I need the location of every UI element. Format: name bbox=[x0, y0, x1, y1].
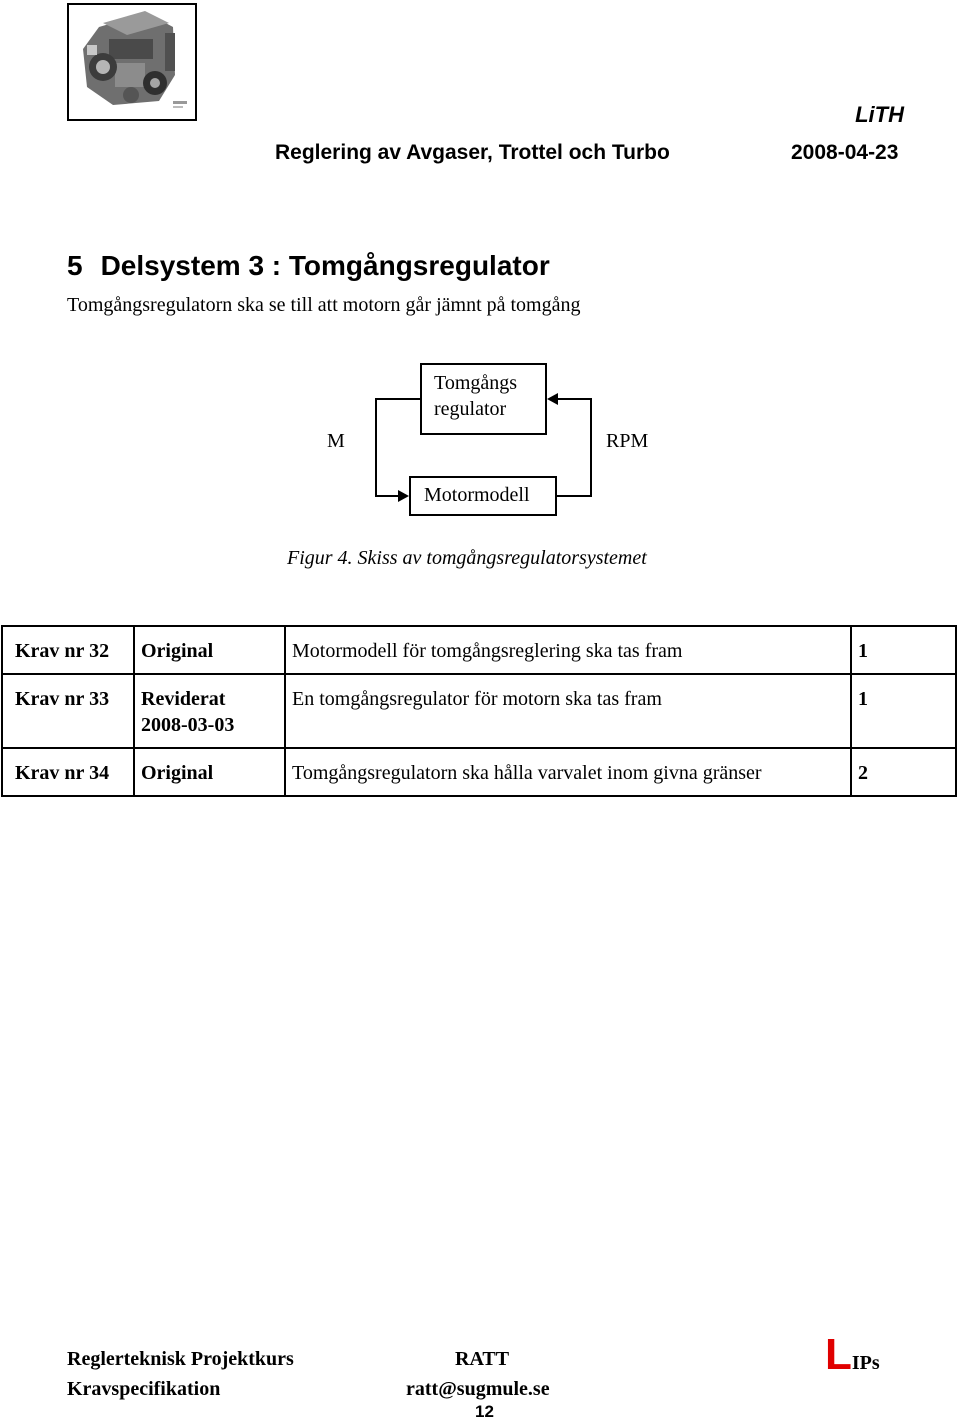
requirements-table bbox=[1, 625, 957, 797]
page-number: 12 bbox=[475, 1402, 494, 1421]
section-title: Delsystem 3 : Tomgångsregulator bbox=[100, 250, 550, 281]
requirement-status bbox=[134, 748, 285, 796]
requirement-text: Tomgångsregulatorn ska hålla varvalet inom givna gränser bbox=[285, 748, 851, 796]
regulator-label-line1: Tomgångs bbox=[434, 372, 518, 394]
arrow-head-to-model bbox=[398, 490, 409, 502]
motor-model-label: Motormodell bbox=[424, 484, 530, 506]
lips-logo bbox=[825, 1330, 880, 1380]
footer-group: RATT bbox=[455, 1348, 510, 1370]
output-label-rpm: RPM bbox=[606, 430, 649, 452]
regulator-block-label bbox=[434, 370, 544, 422]
lips-logo-text: IPs bbox=[851, 1352, 880, 1374]
arrow-head-to-regulator bbox=[547, 393, 558, 405]
table-row bbox=[2, 674, 956, 748]
header-date: 2008-04-23 bbox=[791, 141, 899, 164]
requirement-text: En tomgångsregulator för motorn ska tas fram bbox=[285, 674, 851, 748]
arrow-line-to-regulator bbox=[557, 399, 591, 496]
input-label-m: M bbox=[327, 430, 345, 452]
requirement-id: Krav nr 32 bbox=[2, 626, 134, 674]
lips-logo-letter: L bbox=[825, 1330, 852, 1379]
requirement-priority: 1 bbox=[851, 626, 956, 674]
table-row bbox=[2, 626, 956, 674]
section-intro: Tomgångsregulatorn ska se till att motorn går jämnt på tomgång bbox=[67, 294, 581, 316]
regulator-label-line2: regulator bbox=[434, 398, 507, 420]
requirement-priority: 1 bbox=[851, 674, 956, 748]
table-row bbox=[2, 748, 956, 796]
status-label: Original bbox=[141, 640, 214, 662]
requirement-id: Krav nr 34 bbox=[2, 748, 134, 796]
status-label: Reviderat bbox=[141, 688, 226, 710]
status-date: 2008-03-03 bbox=[141, 714, 235, 736]
requirement-priority: 2 bbox=[851, 748, 956, 796]
requirement-status bbox=[134, 626, 285, 674]
footer-email: ratt@sugmule.se bbox=[406, 1378, 550, 1400]
requirement-id: Krav nr 33 bbox=[2, 674, 134, 748]
institution-name: LiTH bbox=[855, 102, 904, 127]
requirement-text: Motormodell för tomgångsreglering ska tas fram bbox=[285, 626, 851, 674]
requirement-status bbox=[134, 674, 285, 748]
project-title: Reglering av Avgaser, Trottel och Turbo bbox=[275, 141, 670, 164]
footer-document: Kravspecifikation bbox=[67, 1378, 221, 1400]
figure-caption: Figur 4. Skiss av tomgångsregulatorsystemet bbox=[287, 547, 647, 569]
footer-course: Reglerteknisk Projektkurs bbox=[67, 1348, 294, 1370]
status-label: Original bbox=[141, 762, 214, 784]
section-number: 5 bbox=[67, 250, 83, 281]
